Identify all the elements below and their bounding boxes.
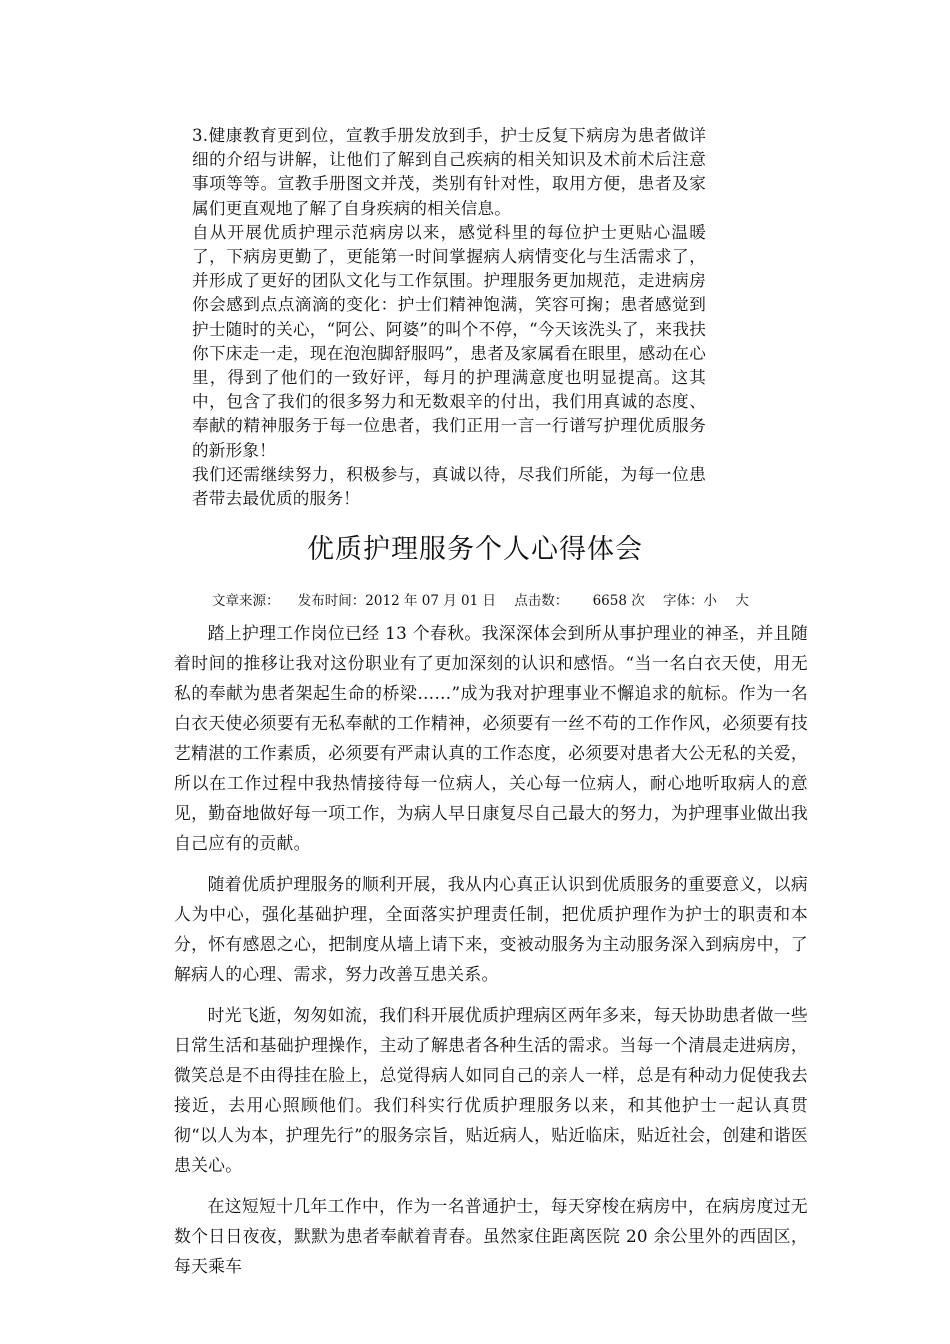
demo-ward-paragraph: 自从开展优质护理示范病房以来，感觉科里的每位护士更贴心温暖了，下病房更勤了，更能第一时间掌握病人病情变化与生活需求了，并形成了更好的团队文化与工作氛围。护理服务更加规范，走进病房你会感到点点滴滴的变化：护士们精神饱满，笑容可掬；患者感觉到护士随时的关心，“阿公、阿婆”的叫个不停，“今天该洗头了，来我扶你下床走一走，现在泡泡脚舒服吗”，患者及家属看在眼里，感动在心里，得到了他们的一致好评，每月的护理满意度也明显提高。这其中，包含了我们的很多努力和无数艰辛的付出，我们用真诚的态度、奉献的精神服务于每一位患者，我们正用一言一行谱写护理优质服务的新形象！ xyxy=(192,222,706,460)
article-paragraph: 在这短短十几年工作中，作为一名普通护士，每天穿梭在病房中，在病房度过无数个日日夜夜，默默为患者奉献着青春。虽然家住距离医院 20 余公里外的西固区，每天乘车 xyxy=(174,1196,808,1276)
font-size-large-link[interactable]: 大 xyxy=(735,593,749,609)
article-body xyxy=(174,618,808,1292)
previous-article-tail xyxy=(192,124,706,511)
article-meta xyxy=(212,590,763,612)
closing-paragraph: 我们还需继续努力，积极参与，真诚以待，尽我们所能，为每一位患者带去最优质的服务！ xyxy=(192,464,706,509)
clicks-value: 6658 次 xyxy=(592,593,645,609)
article-paragraph: 踏上护理工作岗位已经 13 个春秋。我深深体会到所从事护理业的神圣，并且随着时间的推移让我对这份职业有了更加深刻的认识和感悟。“当一名白衣天使，用无私的奉献为患者架起生命的桥梁……”成为我对护理事业不懈追求的航标。作为一名白衣天使必须要有无私奉献的工作精神，必须要有一丝不苟的工作作风，必须要有技艺精湛的工作素质，必须要有严肃认真的工作态度，必须要对患者大公无私的关爱，所以在工作过程中我热情接待每一位病人，关心每一位病人，耐心地听取病人的意见，勤奋地做好每一项工作，为病人早日康复尽自己最大的努力，为护理事业做出我自己应有的贡献。 xyxy=(174,623,808,853)
clicks-label: 点击数： xyxy=(514,593,569,609)
source-label: 文章来源： xyxy=(212,593,280,609)
font-size-small-link[interactable]: 字体：小 xyxy=(663,593,718,609)
publish-date: 发布时间：2012 年 07 月 01 日 xyxy=(297,593,496,609)
article-title: 优质护理服务个人心得体会 xyxy=(307,534,643,565)
health-education-paragraph: 3.健康教育更到位，宣教手册发放到手，护士反复下病房为患者做详细的介绍与讲解，让他们了解到自己疾病的相关知识及术前术后注意事项等等。宣教手册图文并茂，类别有针对性，取用方便，患者及家属们更直观地了解了自身疾病的相关信息。 xyxy=(192,126,706,218)
article-paragraph: 随着优质护理服务的顺利开展，我从内心真正认识到优质服务的重要意义，以病人为中心，强化基础护理，全面落实护理责任制，把优质护理作为护士的职责和本分，怀有感恩之心，把制度从墙上请下来，变被动服务为主动服务深入到病房中，了解病人的心理、需求，努力改善互患关系。 xyxy=(174,874,808,984)
article-paragraph: 时光飞逝，匆匆如流，我们科开展优质护理病区两年多来，每天协助患者做一些日常生活和基础护理操作，主动了解患者各种生活的需求。当每一个清晨走进病房，微笑总是不由得挂在脸上，总觉得病人如同自己的亲人一样，总是有种动力促使我去接近，去用心照顾他们。我们科实行优质护理服务以来，和其他护士一起认真贯彻“以人为本，护理先行”的服务宗旨，贴近病人，贴近临床，贴近社会，创建和谐医患关心。 xyxy=(174,1005,808,1175)
